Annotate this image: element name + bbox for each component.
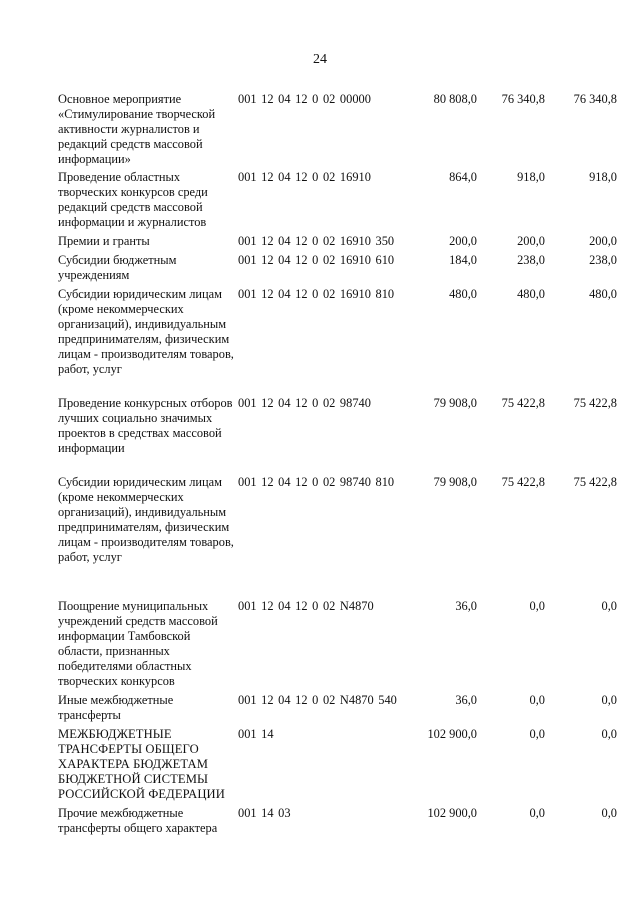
row-value-1: 102 900,0 [427,727,477,741]
row-code: 001 12 04 12 0 02 98740 810 [238,475,395,489]
row-value-3: 75 422,8 [573,475,617,489]
row-value-2: 918,0 [517,170,545,184]
row-name: Иные межбюджетные трансферты [58,693,174,722]
row-value-3: 918,0 [589,170,617,184]
row-value-2: 200,0 [517,234,545,248]
row-value-3: 75 422,8 [573,396,617,410]
row-code: 001 12 04 12 0 02 16910 610 [238,253,395,267]
row-value-3: 0,0 [601,599,617,613]
row-code: 001 14 [238,727,274,741]
row-value-2: 0,0 [529,693,545,707]
row-value-3: 0,0 [601,806,617,820]
row-code: 001 12 04 12 0 02 N4870 [238,599,374,613]
row-value-1: 36,0 [455,693,477,707]
row-code: 001 12 04 12 0 02 16910 810 [238,287,395,301]
row-value-1: 102 900,0 [427,806,477,820]
row-value-2: 0,0 [529,727,545,741]
row-name: Премии и гранты [58,234,150,248]
row-value-1: 36,0 [455,599,477,613]
row-name: Субсидии юридическим лицам (кроме некоммерческих организаций), индивидуальным предпринимателям, физическим лицам - производителям товаров, работ, услуг [58,287,234,376]
row-value-1: 200,0 [449,234,477,248]
row-value-2: 0,0 [529,599,545,613]
row-value-1: 79 908,0 [433,475,477,489]
row-name: МЕЖБЮДЖЕТНЫЕ ТРАНСФЕРТЫ ОБЩЕГО ХАРАКТЕРА БЮДЖЕТАМ БЮДЖЕТНОЙ СИСТЕМЫ РОССИЙСКОЙ ФЕДЕРАЦИИ [58,727,225,801]
row-value-1: 864,0 [449,170,477,184]
page-number: 24 [313,52,327,67]
row-code: 001 12 04 12 0 02 98740 [238,396,371,410]
row-name: Поощрение муниципальных учреждений средств массовой информации Тамбовской области, признанных победителями областных творческих конкурсов [58,599,218,688]
row-code: 001 12 04 12 0 02 16910 350 [238,234,395,248]
row-value-3: 480,0 [589,287,617,301]
row-name: Прочие межбюджетные трансферты общего характера [58,806,218,835]
row-value-2: 480,0 [517,287,545,301]
row-value-2: 75 422,8 [501,396,545,410]
row-value-1: 79 908,0 [433,396,477,410]
row-code: 001 12 04 12 0 02 00000 [238,92,371,106]
row-value-3: 0,0 [601,693,617,707]
row-value-2: 0,0 [529,806,545,820]
row-value-1: 480,0 [449,287,477,301]
row-code: 001 12 04 12 0 02 N4870 540 [238,693,397,707]
row-value-3: 0,0 [601,727,617,741]
row-value-3: 200,0 [589,234,617,248]
row-value-1: 80 808,0 [433,92,477,106]
row-name: Субсидии бюджетным учреждениям [58,253,177,282]
row-name: Проведение конкурсных отборов лучших социально значимых проектов в средствах массовой информации [58,396,233,455]
row-value-2: 238,0 [517,253,545,267]
row-value-1: 184,0 [449,253,477,267]
row-value-3: 238,0 [589,253,617,267]
row-name: Основное мероприятие «Стимулирование творческой активности журналистов и редакций средств массовой информации» [58,92,216,166]
row-value-3: 76 340,8 [573,92,617,106]
row-value-2: 76 340,8 [501,92,545,106]
row-value-2: 75 422,8 [501,475,545,489]
row-code: 001 12 04 12 0 02 16910 [238,170,371,184]
row-code: 001 14 03 [238,806,291,820]
row-name: Проведение областных творческих конкурсов среди редакций средств массовой информации и журналистов [58,170,208,229]
row-name: Субсидии юридическим лицам (кроме некоммерческих организаций), индивидуальным предпринимателям, физическим лицам - производителям товаров, работ, услуг [58,475,234,564]
